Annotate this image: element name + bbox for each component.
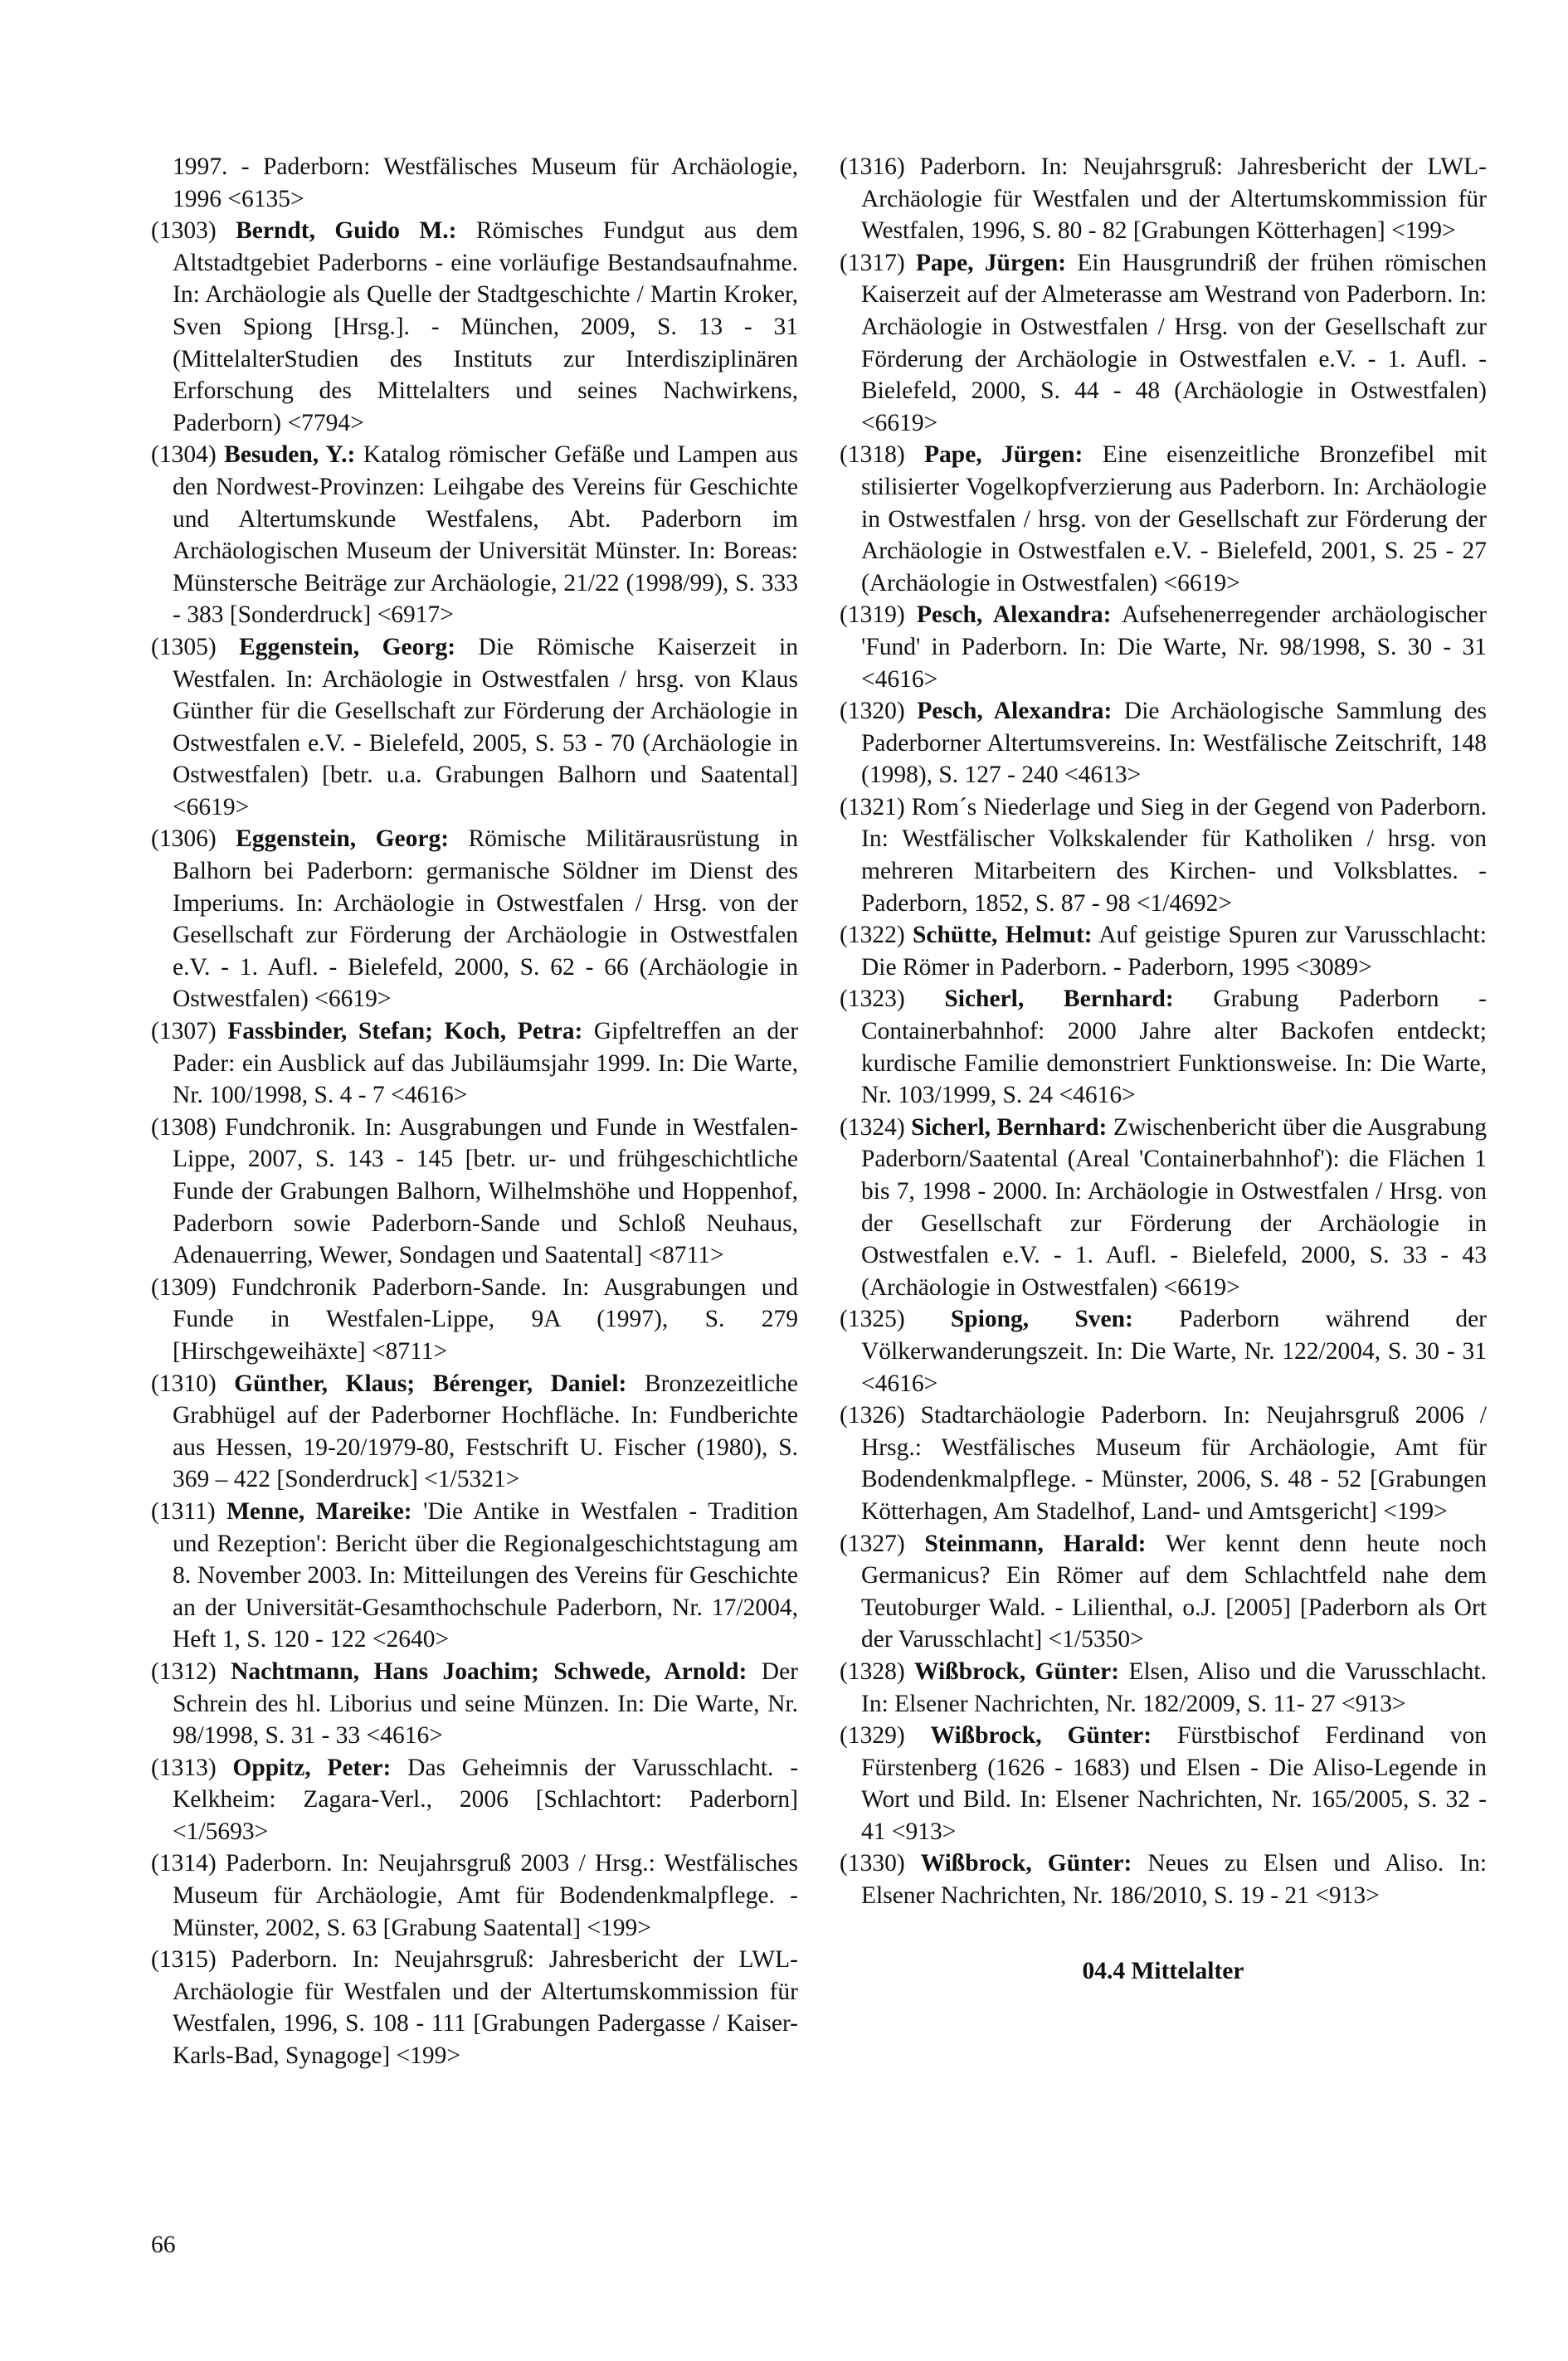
bibliography-entry: [151, 1944, 798, 2071]
entry-number: (1320): [840, 698, 905, 725]
bibliography-entry: [151, 1496, 798, 1656]
entry-number: (1322): [840, 922, 905, 949]
right-column: [840, 151, 1487, 2012]
bibliography-entry: [151, 631, 798, 824]
bibliography-entry: [151, 1368, 798, 1496]
entry-number: (1308): [151, 1113, 217, 1141]
entry-text: Elsen, Aliso und die Varusschlacht. In: Elsener Nachrichten, Nr. 182/2009, S. 11- 27 <913>: [861, 1658, 1487, 1717]
entry-number: (1310): [151, 1370, 217, 1397]
section-heading: 04.4 Mittelalter: [1082, 1957, 1244, 1984]
entry-text: Bronzezeitliche Grabhügel auf der Paderborner Hochfläche. In: Fundberichte aus Hessen, 19-20/1979-80, Festschrift U. Fischer (1980), S. 369 – 422 [Sonderdruck] <1/5321>: [173, 1370, 798, 1493]
entry-number: (1313): [151, 1754, 217, 1781]
bibliography-entry: [840, 151, 1487, 247]
bibliography-entry: [840, 695, 1487, 791]
entry-text: Wer kennt denn heute noch Germanicus? Ein Römer auf dem Schlachtfeld nahe dem Teutoburger Wald. - Lilienthal, o.J. [2005] [Paderborn als Ort der Varusschlacht] <1/5350>: [861, 1530, 1488, 1653]
entry-author: Oppitz, Peter:: [232, 1754, 392, 1781]
entry-number: (1309): [151, 1273, 217, 1301]
entry-author: Pape, Jürgen:: [915, 249, 1067, 276]
entry-text: 1997. - Paderborn: Westfälisches Museum für Archäologie, 1996 <6135>: [173, 153, 798, 212]
bibliography-entry: [151, 1847, 798, 1944]
entry-author: Nachtmann, Hans Joachim; Schwede, Arnold:: [231, 1658, 747, 1685]
entry-number: (1324): [840, 1113, 905, 1141]
entry-author: Spiong, Sven:: [950, 1306, 1133, 1333]
entry-author: Wißbrock, Günter:: [914, 1658, 1120, 1685]
entry-text: Paderborn. In: Neujahrsgruß 2003 / Hrsg.: Westfälisches Museum für Archäologie, Amt für Bodendenkmalpflege. - Münster, 2002, S. 63 [Grabung Saatental] <199>: [173, 1850, 798, 1941]
entry-number: (1311): [151, 1497, 216, 1525]
bibliography-entry: [151, 1272, 798, 1368]
entry-number: (1312): [151, 1658, 217, 1685]
entry-text: Rom´s Niederlage und Sieg in der Gegend von Paderborn. In: Westfälischer Volkskalender für Katholiken / hrsg. von mehreren Mitarbeitern des Kirchen- und Volksblattes. - Paderborn, 1852, S. 87 - 98 <1/4692>: [861, 793, 1487, 917]
bibliography-entry: [840, 1720, 1487, 1847]
entry-number: (1307): [151, 1018, 217, 1045]
entry-text: Katalog römischer Gefäße und Lampen aus den Nordwest-Provinzen: Leihgabe des Vereins für Geschichte und Altertumskunde Westfalens, Abt. Paderborn im Archäologischen Museum der Universität Münster. In: Boreas: Münstersche Beiträge zur Archäologie, 21/22 (1998/99), S. 333 - 383 [Sonderdruck] <6917>: [173, 441, 799, 629]
entry-number: (1323): [840, 986, 905, 1013]
entry-text: Ein Hausgrundriß der frühen römischen Kaiserzeit auf der Almeterasse am Westrand von Paderborn. In: Archäologie in Ostwestfalen / Hrsg. von der Gesellschaft zur Förderung der Archäologie in Ostwestfalen e.V. - 1. Aufl. - Bielefeld, 2000, S. 44 - 48 (Archäologie in Ostwestfalen) <6619>: [861, 249, 1487, 436]
bibliography-entry: [151, 151, 798, 215]
bibliography-entry: [840, 247, 1487, 440]
bibliography-entry: [840, 1112, 1487, 1304]
entry-number: (1303): [151, 217, 217, 245]
entry-author: Eggenstein, Georg:: [239, 633, 456, 660]
bibliography-entry: [151, 1656, 798, 1752]
entry-text: Paderborn. In: Neujahrsgruß: Jahresbericht der LWL-Archäologie für Westfalen und der Altertumskommission für Westfalen, 1996, S. 80 - 82 [Grabungen Kötterhagen] <199>: [861, 153, 1487, 245]
entry-text: Der Schrein des hl. Liborius und seine Münzen. In: Die Warte, Nr. 98/1998, S. 31 - 33 <4616>: [173, 1658, 799, 1750]
bibliography-entry: [840, 1847, 1487, 1911]
entry-author: Menne, Mareike:: [226, 1497, 412, 1525]
entry-number: (1318): [840, 441, 905, 469]
entry-author: Pesch, Alexandra:: [916, 601, 1112, 629]
entry-text: Paderborn. In: Neujahrsgruß: Jahresbericht der LWL-Archäologie für Westfalen und der Altertumskommission für Westfalen, 1996, S. 108 - 111 [Grabungen Padergasse / Kaiser-Karls-Bad, Synagoge] <199>: [173, 1946, 798, 2070]
entry-author: Steinmann, Harald:: [924, 1530, 1147, 1557]
entry-text: Auf geistige Spuren zur Varusschlacht: Die Römer in Paderborn. - Paderborn, 1995 <3089>: [861, 922, 1487, 981]
bibliography-entry: [840, 983, 1487, 1111]
entry-number: (1328): [840, 1658, 905, 1685]
entry-author: Fassbinder, Stefan; Koch, Petra:: [227, 1018, 583, 1045]
entry-text: Neues zu Elsen und Aliso. In: Elsener Nachrichten, Nr. 186/2010, S. 19 - 21 <913>: [861, 1850, 1488, 1910]
entry-author: Besuden, Y.:: [224, 441, 356, 469]
entry-number: (1317): [840, 249, 905, 276]
bibliography-entry: [151, 1752, 798, 1848]
entry-number: (1314): [151, 1850, 217, 1877]
bibliography-entry: [840, 1303, 1487, 1400]
entry-author: Günther, Klaus; Bérenger, Daniel:: [234, 1370, 627, 1397]
entry-author: Eggenstein, Georg:: [236, 825, 450, 853]
entry-text: Fundchronik. In: Ausgrabungen und Funde in Westfalen-Lippe, 2007, S. 143 - 145 [betr. ur- und frühgeschichtliche Funde der Grabungen Balhorn, Wilhelmshöhe und Hoppenhof, Paderborn sowie Paderborn-Sande und Schloß Neuhaus, Adenauerring, Wewer, Sondagen und Saatental] <8711>: [173, 1113, 799, 1269]
entry-author: Sicherl, Bernhard:: [911, 1113, 1108, 1141]
entry-number: (1319): [840, 601, 905, 629]
entry-author: Sicherl, Bernhard:: [944, 986, 1174, 1013]
entry-author: Wißbrock, Günter:: [920, 1850, 1132, 1877]
entry-text: 'Die Antike in Westfalen - Tradition und Rezeption': Bericht über die Regionalgeschichtstagung am 8. November 2003. In: Mitteilungen des Vereins für Geschichte an der Universität-Gesamthochschule Paderborn, Nr. 17/2004, Heft 1, S. 120 - 122 <2640>: [173, 1497, 798, 1653]
bibliography-entry: [840, 1528, 1487, 1656]
entry-text: Grabung Paderborn - Containerbahnhof: 2000 Jahre alter Backofen entdeckt; kurdische Familie demonstriert Funktionsweise. In: Die Warte, Nr. 103/1999, S. 24 <4616>: [861, 986, 1487, 1109]
entry-author: Berndt, Guido M.:: [236, 217, 457, 245]
entry-number: (1316): [840, 153, 905, 180]
entry-text: Das Geheimnis der Varusschlacht. - Kelkheim: Zagara-Verl., 2006 [Schlachtort: Paderborn] <1/5693>: [173, 1754, 799, 1845]
entry-text: Die Römische Kaiserzeit in Westfalen. In: Archäologie in Ostwestfalen / hrsg. von Klaus Günther für die Gesellschaft zur Förderung der Archäologie in Ostwestfalen e.V. - Bielefeld, 2005, S. 53 - 70 (Archäologie in Ostwestfalen) [betr. u.a. Grabungen Balhorn und Saatental] <6619>: [173, 633, 798, 820]
right-column-entries: [840, 151, 1487, 1912]
entry-number: (1329): [840, 1722, 905, 1750]
entry-text: Die Archäologische Sammlung des Paderborner Altertumsvereins. In: Westfälische Zeitschrift, 148 (1998), S. 127 - 240 <4613>: [861, 698, 1487, 789]
bibliography-entry: [151, 1015, 798, 1112]
bibliography-entry: [840, 791, 1487, 919]
bibliography-entry: [151, 439, 798, 631]
entry-number: (1305): [151, 633, 217, 660]
entry-author: Pesch, Alexandra:: [917, 698, 1113, 725]
entry-author: Pape, Jürgen:: [924, 441, 1083, 469]
entry-text: Paderborn während der Völkerwanderungszeit. In: Die Warte, Nr. 122/2004, S. 30 - 31 <4616>: [861, 1306, 1487, 1397]
bibliography-entry: [840, 919, 1487, 983]
entry-text: Gipfeltreffen an der Pader: ein Ausblick auf das Jubiläumsjahr 1999. In: Die Warte, Nr. 100/1998, S. 4 - 7 <4616>: [173, 1018, 799, 1109]
entry-text: Fürstbischof Ferdinand von Fürstenberg (1626 - 1683) und Elsen - Die Aliso-Legende in Wort und Bild. In: Elsener Nachrichten, Nr. 165/2005, S. 32 - 41 <913>: [861, 1722, 1487, 1845]
entry-text: Eine eisenzeitliche Bronzefibel mit stilisierter Vogelkopfverzierung aus Paderborn. In: Archäologie in Ostwestfalen / hrsg. von der Gesellschaft zur Förderung der Archäologie in Ostwestfalen e.V. - Bielefeld, 2001, S. 25 - 27 (Archäologie in Ostwestfalen) <6619>: [861, 441, 1488, 596]
entry-author: Wißbrock, Günter:: [930, 1722, 1152, 1750]
entry-number: (1327): [840, 1530, 905, 1557]
entry-number: (1321): [840, 793, 905, 820]
bibliography-entry: [151, 1112, 798, 1272]
entry-text: Stadtarchäologie Paderborn. In: Neujahrsgruß 2006 / Hrsg.: Westfälisches Museum für Archäologie, Amt für Bodendenkmalpflege. - Münster, 2006, S. 48 - 52 [Grabungen Kötterhagen, Am Stadelhof, Land- und Amtsgericht] <199>: [861, 1402, 1487, 1525]
entry-number: (1330): [840, 1850, 905, 1877]
entry-number: (1306): [151, 825, 217, 853]
bibliography-entry: [840, 1400, 1487, 1527]
bibliography-entry: [840, 439, 1487, 599]
page-number: 66: [151, 2232, 176, 2258]
bibliography-entry: [151, 823, 798, 1015]
bibliography-entry: [840, 1656, 1487, 1720]
entry-number: (1315): [151, 1946, 217, 1974]
left-column: [151, 151, 798, 2072]
entry-number: (1326): [840, 1402, 905, 1429]
entry-number: (1325): [840, 1306, 905, 1333]
bibliography-entry: [151, 215, 798, 439]
entry-text: Römische Militärausrüstung in Balhorn bei Paderborn: germanische Söldner im Dienst des Imperiums. In: Archäologie in Ostwestfalen / Hrsg. von der Gesellschaft zur Förderung der Archäologie in Ostwestfalen e.V. - 1. Aufl. - Bielefeld, 2000, S. 62 - 66 (Archäologie in Ostwestfalen) <6619>: [173, 825, 799, 1013]
entry-text: Römisches Fundgut aus dem Altstadtgebiet Paderborns - eine vorläufige Bestandsaufnahme. In: Archäologie als Quelle der Stadtgeschichte / Martin Kroker, Sven Spiong [Hrsg.]. - München, 2009, S. 13 - 31 (MittelalterStudien des Instituts zur Interdisziplinären Erforschung des Mittelalters und seines Nachwirkens, Paderborn) <7794>: [173, 217, 799, 436]
entry-number: (1304): [151, 441, 217, 469]
entry-text: Fundchronik Paderborn-Sande. In: Ausgrabungen und Funde in Westfalen-Lippe, 9A (1997), S. 279 [Hirschgeweihäxte] <8711>: [173, 1273, 799, 1365]
bibliography-entry: [840, 599, 1487, 695]
entry-text: Aufsehenerregender archäologischer 'Fund' in Paderborn. In: Die Warte, Nr. 98/1998, S. 30 - 31 <4616>: [861, 601, 1488, 693]
entry-author: Schütte, Helmut:: [912, 922, 1093, 949]
entry-text: Zwischenbericht über die Ausgrabung Paderborn/Saatental (Areal 'Containerbahnhof'): die Flächen 1 bis 7, 1998 - 2000. In: Archäologie in Ostwestfalen / Hrsg. von der Gesellschaft zur Förderung der Archäologie in Ostwestfalen e.V. - 1. Aufl. - Bielefeld, 2000, S. 33 - 43 (Archäologie in Ostwestfalen) <6619>: [861, 1113, 1487, 1301]
